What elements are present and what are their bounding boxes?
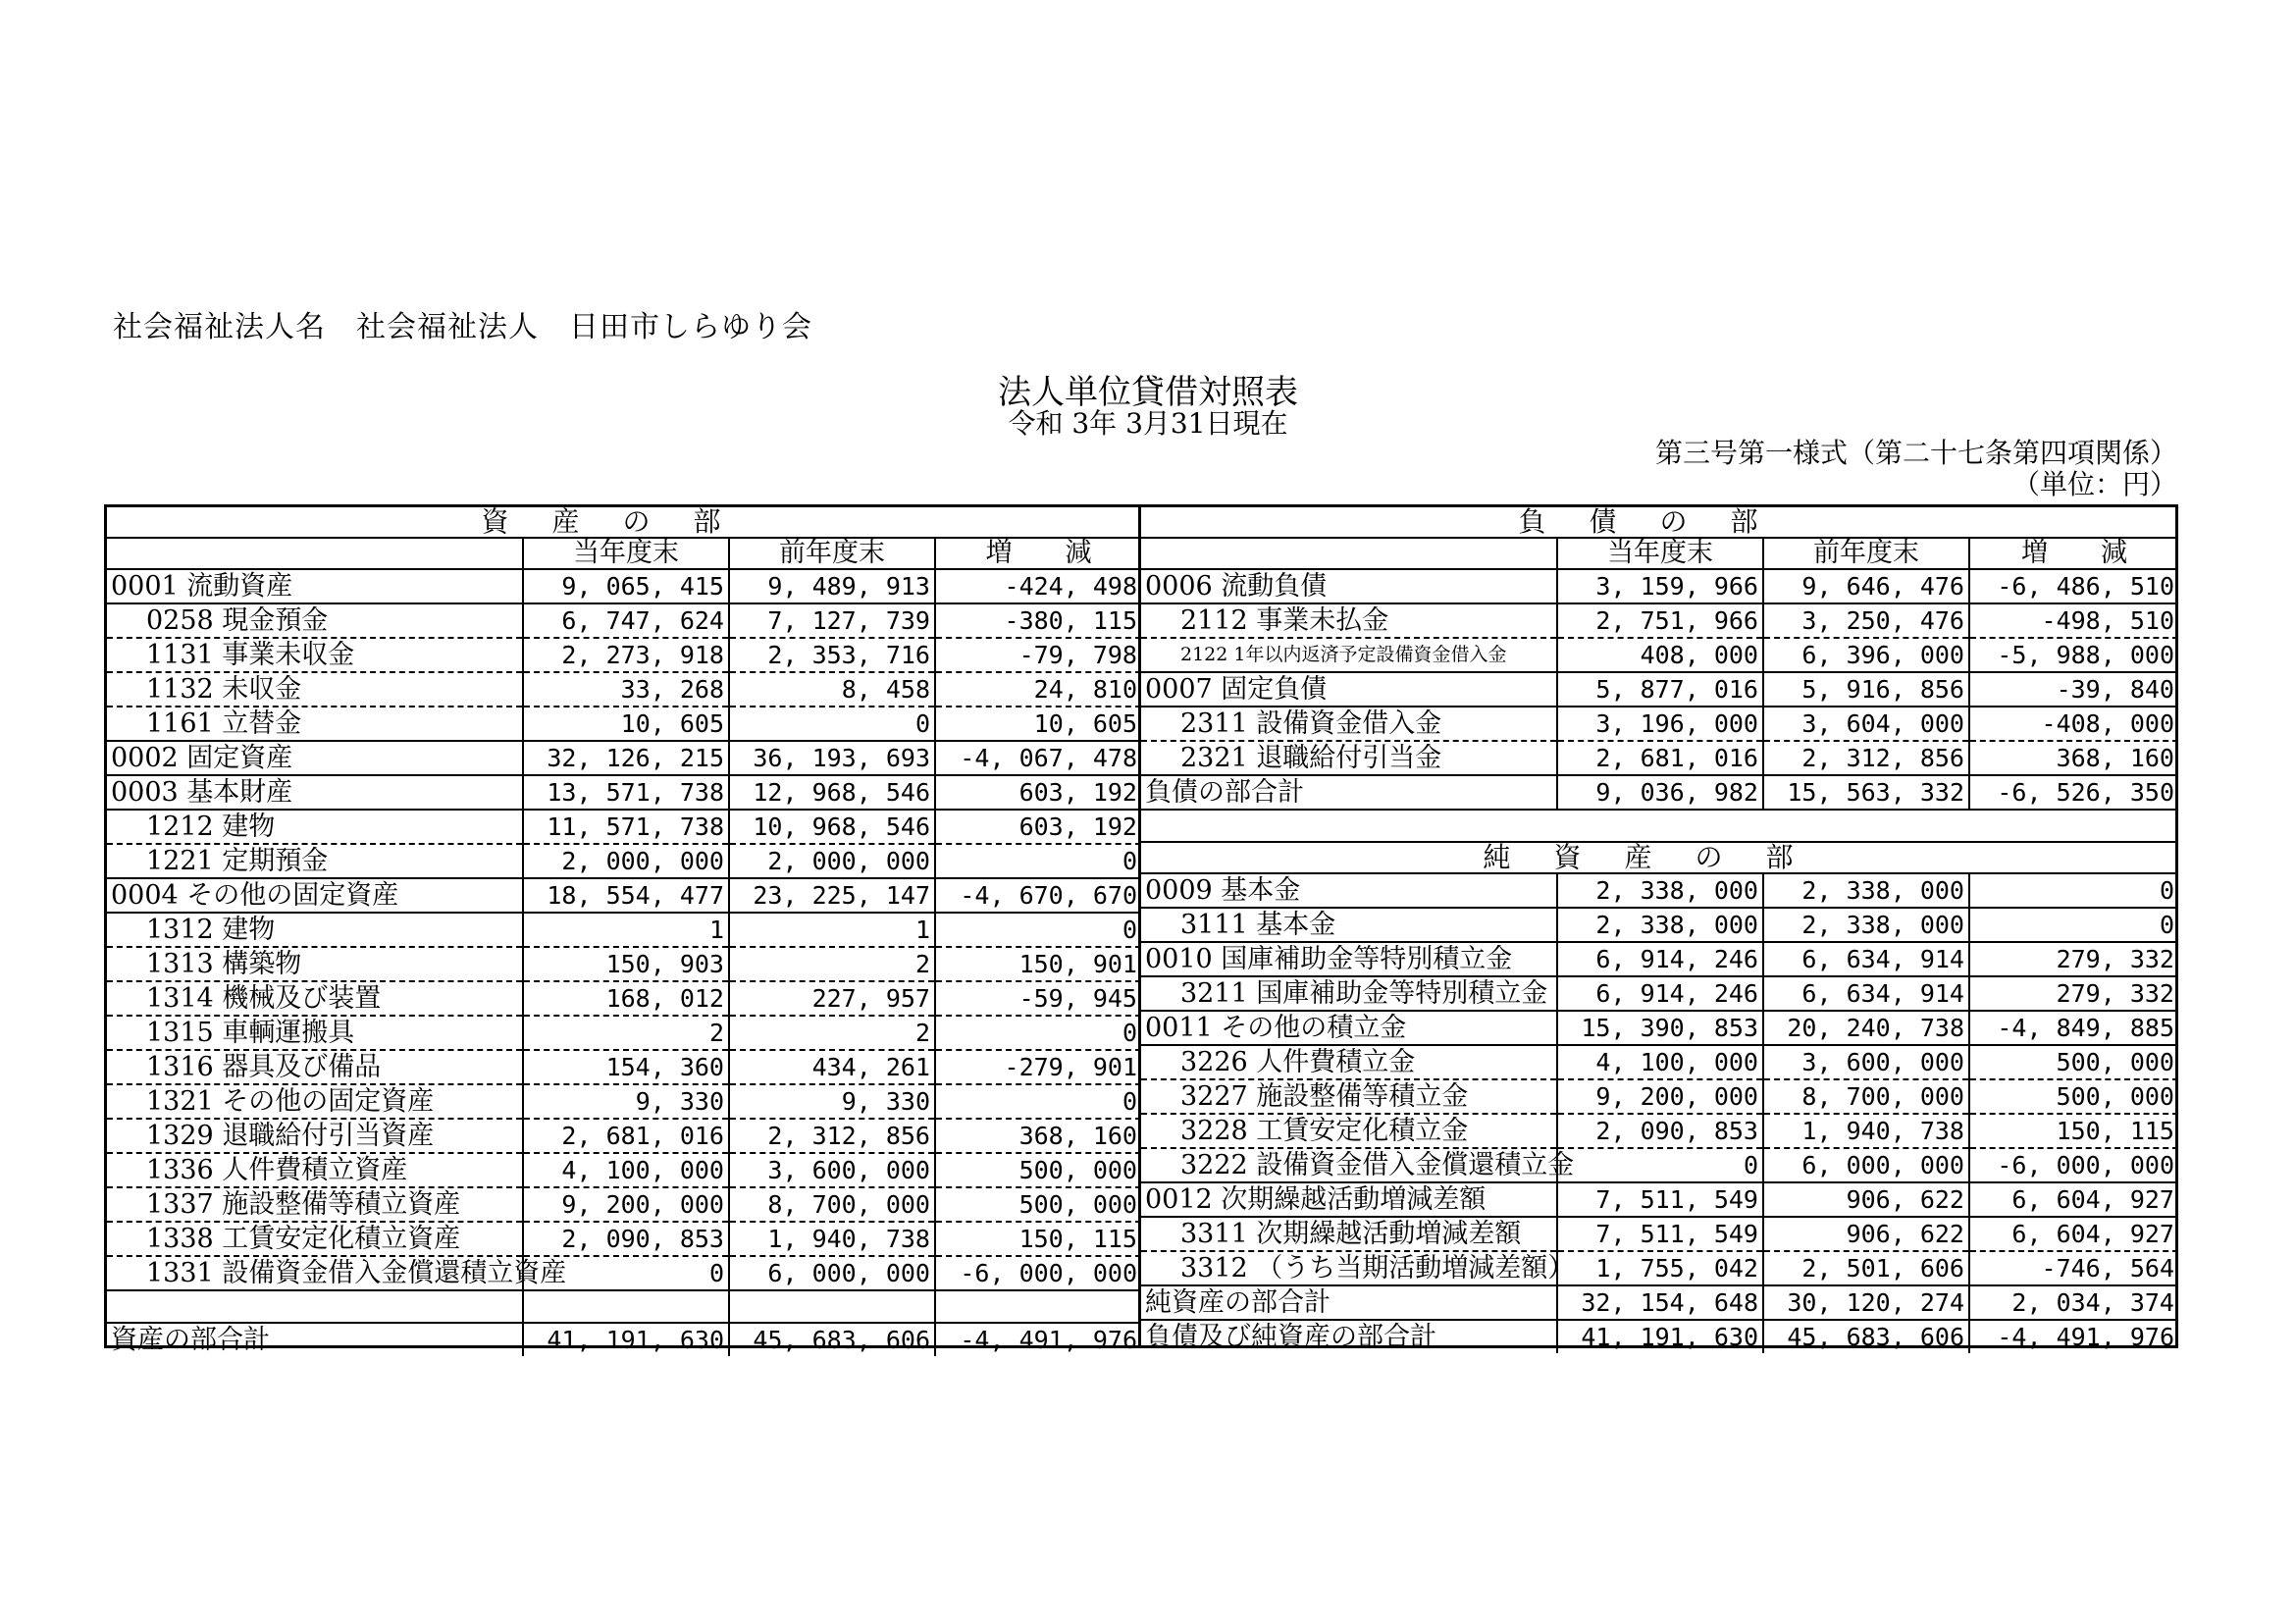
value-current: 3, 196, 000: [1557, 707, 1763, 741]
row-label: 1161 立替金: [107, 707, 523, 741]
value-change: -279, 901: [935, 1050, 1141, 1084]
value-change: -746, 564: [1969, 1251, 2178, 1285]
table-row: [1141, 775, 2178, 810]
table-row: [1141, 1114, 2178, 1148]
value-change: -6, 526, 350: [1969, 775, 2178, 810]
assets-header-row: [107, 539, 1141, 569]
value-previous: 45, 683, 606: [729, 1323, 935, 1356]
value-change: -498, 510: [1969, 603, 2178, 638]
table-row: [107, 981, 1141, 1016]
table-row: [1141, 942, 2178, 976]
value-previous: 6, 000, 000: [1763, 1148, 1969, 1182]
table-row: [107, 844, 1141, 878]
table-row: [107, 810, 1141, 844]
value-current: 0: [523, 1256, 729, 1290]
liabilities-header-row: [1141, 539, 2178, 569]
value-change: -4, 849, 885: [1969, 1011, 2178, 1045]
value-change: 603, 192: [935, 810, 1141, 844]
value-change: 368, 160: [1969, 741, 2178, 775]
value-current: 2, 000, 000: [523, 844, 729, 878]
value-current: 33, 268: [523, 672, 729, 707]
value-change: 500, 000: [935, 1187, 1141, 1222]
table-row: [107, 1016, 1141, 1050]
value-change: 500, 000: [1969, 1045, 2178, 1079]
table-row: [107, 1153, 1141, 1187]
table-row: [1141, 638, 2178, 672]
row-label: 1321 その他の固定資産: [107, 1084, 523, 1119]
value-previous: 2, 312, 856: [729, 1119, 935, 1153]
value-previous: 227, 957: [729, 981, 935, 1016]
value-current: 2, 273, 918: [523, 638, 729, 672]
value-previous: 1, 940, 738: [1763, 1114, 1969, 1148]
value-current: 13, 571, 738: [523, 775, 729, 810]
row-label: 0003 基本財産: [107, 775, 523, 810]
table-row: [1141, 1011, 2178, 1045]
value-previous: 2, 501, 606: [1763, 1251, 1969, 1285]
value-previous: 10, 968, 546: [729, 810, 935, 844]
row-label: 2311 設備資金借入金: [1141, 707, 1557, 741]
table-row: [1141, 1285, 2178, 1320]
table-row: [1141, 569, 2178, 603]
value-previous: 15, 563, 332: [1763, 775, 1969, 810]
value-change: 279, 332: [1969, 942, 2178, 976]
value-change: -6, 486, 510: [1969, 569, 2178, 603]
header-blank: [107, 539, 523, 569]
value-current: 2: [523, 1016, 729, 1050]
row-label: 0011 その他の積立金: [1141, 1011, 1557, 1045]
header-current: 当年度末: [523, 539, 729, 569]
value-change: 150, 115: [935, 1222, 1141, 1256]
value-change: -380, 115: [935, 603, 1141, 638]
table-row: [1141, 741, 2178, 775]
value-current: 7, 511, 549: [1557, 1217, 1763, 1251]
value-current: [523, 1290, 729, 1323]
row-label: 1338 工賃安定化積立資産: [107, 1222, 523, 1256]
value-previous: 2, 312, 856: [1763, 741, 1969, 775]
row-label: 0004 その他の固定資産: [107, 878, 523, 913]
value-change: -4, 067, 478: [935, 741, 1141, 775]
row-label: 負債及び純資産の部合計: [1145, 1322, 1436, 1352]
table-row: [107, 569, 1141, 603]
table-row: [107, 1084, 1141, 1119]
table-row: [1141, 908, 2178, 942]
value-previous: 2: [729, 947, 935, 981]
value-previous: 2, 338, 000: [1763, 908, 1969, 942]
value-current: 9, 065, 415: [523, 569, 729, 603]
row-label: 3226 人件費積立金: [1141, 1045, 1557, 1079]
value-change: 2, 034, 374: [1969, 1285, 2178, 1320]
value-current: 2, 338, 000: [1557, 908, 1763, 942]
table-row: [1141, 1320, 2178, 1353]
row-label: 1131 事業未収金: [107, 638, 523, 672]
row-label: 0001 流動資産: [107, 569, 523, 603]
value-previous: [729, 1290, 935, 1323]
value-previous: 434, 261: [729, 1050, 935, 1084]
value-previous: 9, 330: [729, 1084, 935, 1119]
row-label: 1337 施設整備等積立資産: [107, 1187, 523, 1222]
table-row: [1141, 707, 2178, 741]
value-previous: 5, 916, 856: [1763, 672, 1969, 707]
value-change: -5, 988, 000: [1969, 638, 2178, 672]
value-current: 2, 090, 853: [523, 1222, 729, 1256]
table-row: [107, 707, 1141, 741]
value-change: -6, 000, 000: [1969, 1148, 2178, 1182]
liabilities-section-title: 負債の部: [1141, 507, 2178, 539]
value-change: 0: [935, 1016, 1141, 1050]
row-label: 2122 1年以内返済予定設備資金借入金: [1141, 638, 1557, 672]
value-previous: 8, 458: [729, 672, 935, 707]
net-assets-section-title: 純資産の部: [1141, 842, 2178, 873]
value-change: 0: [935, 1084, 1141, 1119]
value-current: 168, 012: [523, 981, 729, 1016]
value-change: [935, 1290, 1141, 1323]
value-previous: 3, 600, 000: [1763, 1045, 1969, 1079]
value-previous: 2, 000, 000: [729, 844, 935, 878]
header-blank: [1141, 539, 1557, 569]
value-previous: 3, 600, 000: [729, 1153, 935, 1187]
value-previous: 906, 622: [1763, 1182, 1969, 1217]
row-label: 3222 設備資金借入金償還積立金: [1141, 1148, 1557, 1182]
value-change: -59, 945: [935, 981, 1141, 1016]
value-change: 368, 160: [935, 1119, 1141, 1153]
value-current: 1: [523, 913, 729, 947]
row-label: 3228 工賃安定化積立金: [1141, 1114, 1557, 1148]
value-current: 2, 681, 016: [1557, 741, 1763, 775]
value-change: -4, 491, 976: [1969, 1320, 2178, 1353]
table-row: [107, 1323, 1141, 1356]
table-row: [107, 1119, 1141, 1153]
value-previous: 8, 700, 000: [729, 1187, 935, 1222]
value-previous: 3, 604, 000: [1763, 707, 1969, 741]
value-change: -39, 840: [1969, 672, 2178, 707]
value-current: 150, 903: [523, 947, 729, 981]
value-current: 9, 330: [523, 1084, 729, 1119]
value-previous: 1: [729, 913, 935, 947]
value-current: 5, 877, 016: [1557, 672, 1763, 707]
table-row: [107, 603, 1141, 638]
spacer-row: [1141, 810, 2178, 842]
value-current: 2, 090, 853: [1557, 1114, 1763, 1148]
value-current: 2, 681, 016: [523, 1119, 729, 1153]
spacer-cell: [1141, 810, 2178, 842]
report-date: 令和 3年 3月31日現在: [1008, 407, 1288, 440]
org-name: 社会福祉法人名 社会福祉法人 日田市しらゆり会: [113, 310, 812, 344]
value-previous: 9, 646, 476: [1763, 569, 1969, 603]
assets-table: [107, 539, 1141, 1356]
unit-label: （単位：円）: [2011, 468, 2177, 500]
value-previous: 0: [729, 707, 935, 741]
table-row: [107, 638, 1141, 672]
value-change: 603, 192: [935, 775, 1141, 810]
header-previous: 前年度末: [729, 539, 935, 569]
table-row: [1141, 1182, 2178, 1217]
row-label: 1313 構築物: [107, 947, 523, 981]
value-current: 6, 747, 624: [523, 603, 729, 638]
value-current: 2, 751, 966: [1557, 603, 1763, 638]
value-current: 4, 100, 000: [1557, 1045, 1763, 1079]
value-current: 6, 914, 246: [1557, 976, 1763, 1011]
row-label: 1312 建物: [107, 913, 523, 947]
value-previous: 1, 940, 738: [729, 1222, 935, 1256]
row-label: 0007 固定負債: [1141, 672, 1557, 707]
value-current: 9, 200, 000: [1557, 1079, 1763, 1114]
value-change: -4, 491, 976: [935, 1323, 1141, 1356]
liabilities-panel: [1141, 505, 2178, 1352]
row-label: [107, 1290, 523, 1323]
row-label: 3227 施設整備等積立金: [1141, 1079, 1557, 1114]
row-label: 3311 次期繰越活動増減差額: [1141, 1217, 1557, 1251]
value-current: 7, 511, 549: [1557, 1182, 1763, 1217]
assets-section-title: 資産の部: [107, 507, 1138, 539]
assets-panel: [107, 505, 1141, 1355]
value-previous: 45, 683, 606: [1763, 1320, 1969, 1353]
page-title: 法人単位貸借対照表: [998, 373, 1298, 412]
value-previous: 20, 240, 738: [1763, 1011, 1969, 1045]
row-label: 0009 基本金: [1141, 873, 1557, 908]
table-row: [107, 1256, 1141, 1290]
value-current: 41, 191, 630: [523, 1323, 729, 1356]
table-row: [1141, 603, 2178, 638]
value-previous: 6, 396, 000: [1763, 638, 1969, 672]
value-previous: 30, 120, 274: [1763, 1285, 1969, 1320]
value-previous: 906, 622: [1763, 1217, 1969, 1251]
value-change: 500, 000: [1969, 1079, 2178, 1114]
value-change: 24, 810: [935, 672, 1141, 707]
row-label: 2112 事業未払金: [1141, 603, 1557, 638]
value-change: 0: [935, 913, 1141, 947]
row-label: 1221 定期預金: [107, 844, 523, 878]
value-current: 6, 914, 246: [1557, 942, 1763, 976]
value-change: 6, 604, 927: [1969, 1182, 2178, 1217]
row-label: 1329 退職給付引当資産: [107, 1119, 523, 1153]
table-row: [1141, 1079, 2178, 1114]
value-current: 408, 000: [1557, 638, 1763, 672]
value-change: -4, 670, 670: [935, 878, 1141, 913]
value-current: 9, 200, 000: [523, 1187, 729, 1222]
form-reference: 第三号第一様式（第二十七条第四項関係）: [1654, 437, 2177, 469]
table-row: [107, 1050, 1141, 1084]
row-label: 3211 国庫補助金等特別積立金: [1141, 976, 1557, 1011]
row-label: 負債の部合計: [1141, 775, 1557, 810]
row-label: 0006 流動負債: [1141, 569, 1557, 603]
value-previous: 8, 700, 000: [1763, 1079, 1969, 1114]
value-current: 3, 159, 966: [1557, 569, 1763, 603]
row-label: 1315 車輌運搬具: [107, 1016, 523, 1050]
value-change: -424, 498: [935, 569, 1141, 603]
table-row: [107, 672, 1141, 707]
value-current: 15, 390, 853: [1557, 1011, 1763, 1045]
value-previous: 6, 634, 914: [1763, 942, 1969, 976]
value-previous: 23, 225, 147: [729, 878, 935, 913]
row-label: 1212 建物: [107, 810, 523, 844]
row-label: 1132 未収金: [107, 672, 523, 707]
table-row: [107, 1187, 1141, 1222]
value-previous: 7, 127, 739: [729, 603, 935, 638]
row-label: 0010 国庫補助金等特別積立金: [1141, 942, 1557, 976]
value-current: 32, 154, 648: [1557, 1285, 1763, 1320]
value-previous: 6, 634, 914: [1763, 976, 1969, 1011]
value-change: 0: [1969, 908, 2178, 942]
value-change: 150, 115: [1969, 1114, 2178, 1148]
row-label: 3111 基本金: [1141, 908, 1557, 942]
value-current: 4, 100, 000: [523, 1153, 729, 1187]
header-current: 当年度末: [1557, 539, 1763, 569]
table-row: [107, 775, 1141, 810]
row-label: 1316 器具及び備品: [107, 1050, 523, 1084]
table-row: [1141, 1251, 2178, 1285]
value-change: -408, 000: [1969, 707, 2178, 741]
value-change: 150, 901: [935, 947, 1141, 981]
value-previous: 9, 489, 913: [729, 569, 935, 603]
net-assets-section-row: [1141, 842, 2178, 873]
table-row: [1141, 1045, 2178, 1079]
row-label: 0012 次期繰越活動増減差額: [1141, 1182, 1557, 1217]
value-current: 154, 360: [523, 1050, 729, 1084]
row-label: 純資産の部合計: [1141, 1285, 1557, 1320]
table-row: [1141, 672, 2178, 707]
value-previous: 3, 250, 476: [1763, 603, 1969, 638]
header-change: 増 減: [1969, 539, 2178, 569]
value-change: 279, 332: [1969, 976, 2178, 1011]
balance-sheet: [104, 504, 2178, 1355]
value-previous: 2, 353, 716: [729, 638, 935, 672]
value-change: -79, 798: [935, 638, 1141, 672]
table-row: [107, 947, 1141, 981]
table-row: [1141, 873, 2178, 908]
row-label: 0258 現金預金: [107, 603, 523, 638]
table-row: [107, 1290, 1141, 1323]
value-previous: 2: [729, 1016, 935, 1050]
value-previous: 12, 968, 546: [729, 775, 935, 810]
liabilities-table: [1141, 539, 2178, 1353]
value-previous: 6, 000, 000: [729, 1256, 935, 1290]
table-row: [107, 913, 1141, 947]
row-label: 3312 （うち当期活動増減差額）: [1141, 1251, 1557, 1285]
value-current: 0: [1557, 1148, 1763, 1182]
value-change: 10, 605: [935, 707, 1141, 741]
value-previous: 36, 193, 693: [729, 741, 935, 775]
value-change: 6, 604, 927: [1969, 1217, 2178, 1251]
row-label: 0002 固定資産: [107, 741, 523, 775]
table-row: [1141, 976, 2178, 1011]
value-previous: 2, 338, 000: [1763, 873, 1969, 908]
table-row: [1141, 1217, 2178, 1251]
header-previous: 前年度末: [1763, 539, 1969, 569]
value-current: 41, 191, 630: [1557, 1320, 1763, 1353]
value-current: 32, 126, 215: [523, 741, 729, 775]
row-label: 1314 機械及び装置: [107, 981, 523, 1016]
row-label: 1336 人件費積立資産: [107, 1153, 523, 1187]
value-current: 1, 755, 042: [1557, 1251, 1763, 1285]
value-current: 18, 554, 477: [523, 878, 729, 913]
value-change: 0: [1969, 873, 2178, 908]
table-row: [107, 741, 1141, 775]
value-current: 11, 571, 738: [523, 810, 729, 844]
table-row: [1141, 1148, 2178, 1182]
header-change: 増 減: [935, 539, 1141, 569]
row-label: 資産の部合計: [111, 1325, 270, 1355]
value-current: 9, 036, 982: [1557, 775, 1763, 810]
value-current: 2, 338, 000: [1557, 873, 1763, 908]
table-row: [107, 878, 1141, 913]
value-change: 500, 000: [935, 1153, 1141, 1187]
table-row: [107, 1222, 1141, 1256]
value-change: -6, 000, 000: [935, 1256, 1141, 1290]
row-label: 1331 設備資金借入金償還積立資産: [107, 1256, 523, 1290]
row-label: 2321 退職給付引当金: [1141, 741, 1557, 775]
value-change: 0: [935, 844, 1141, 878]
value-current: 10, 605: [523, 707, 729, 741]
